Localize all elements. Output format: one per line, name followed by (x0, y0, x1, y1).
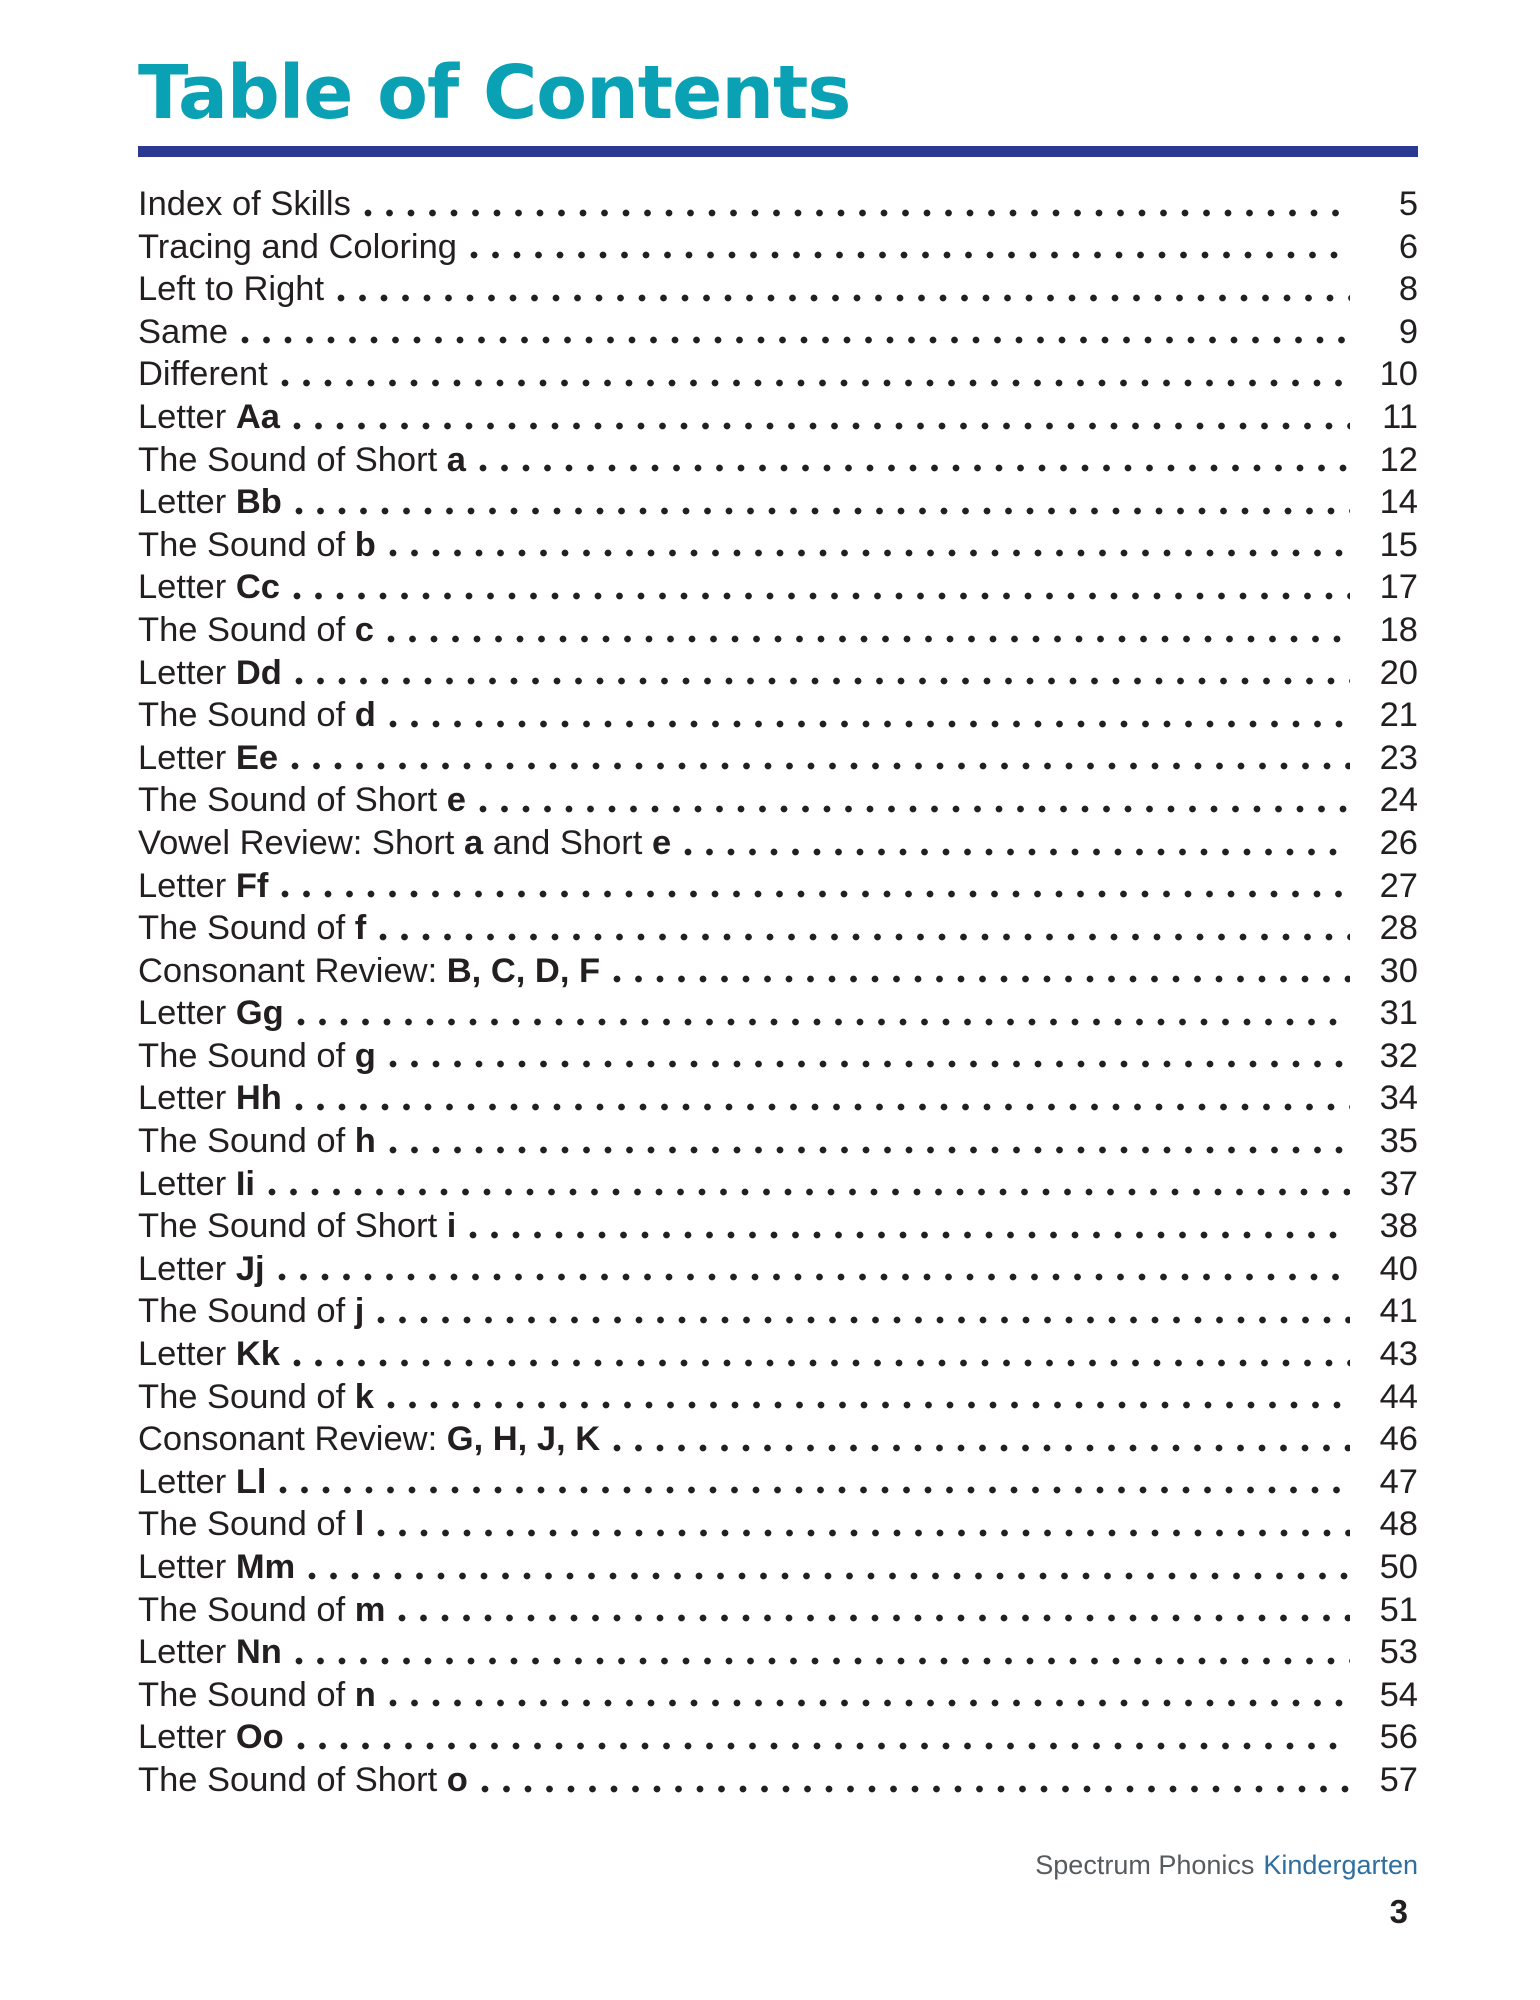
toc-entry (138, 353, 1418, 396)
dot-leader (278, 1273, 1350, 1281)
toc-page-number: 32 (1379, 1036, 1418, 1075)
toc-entry (138, 268, 1418, 311)
toc-page-number: 51 (1379, 1590, 1418, 1629)
toc-entry-label: The Sound of l (138, 1505, 365, 1544)
toc-entry-label: The Sound of Short e (138, 781, 466, 820)
toc-entry (138, 1290, 1418, 1333)
toc-entry-label: Letter Ff (138, 866, 269, 905)
toc-page-number: 54 (1379, 1675, 1418, 1714)
toc-entry (138, 694, 1418, 737)
toc-entry (138, 865, 1418, 908)
dot-leader (295, 677, 1350, 685)
toc-entry-label: Vowel Review: Short a and Short e (138, 823, 672, 862)
dot-leader (613, 1444, 1350, 1452)
toc-page-number: 48 (1379, 1505, 1418, 1544)
toc-entry-label: Letter Kk (138, 1335, 280, 1374)
toc-entry-label: Letter Oo (138, 1718, 284, 1757)
toc-entry (138, 1248, 1418, 1291)
toc-entry (138, 737, 1418, 780)
toc-entry (138, 1333, 1418, 1376)
toc-entry (138, 1631, 1418, 1674)
toc-page-number: 30 (1379, 951, 1418, 990)
toc-entry (138, 652, 1418, 695)
toc-page-number: 24 (1379, 781, 1418, 820)
toc-entry (138, 439, 1418, 482)
dot-leader (297, 1018, 1350, 1026)
toc-entry (138, 524, 1418, 567)
toc-entry (138, 1716, 1418, 1759)
toc-entry-label: Letter Hh (138, 1079, 282, 1118)
toc-entry-label: Different (138, 355, 268, 394)
toc-entry-label: Letter Ll (138, 1462, 267, 1501)
toc-entry-label: The Sound of d (138, 696, 376, 735)
toc-entry-label: Tracing and Coloring (138, 227, 457, 266)
toc-entry (138, 779, 1418, 822)
toc-entry (138, 907, 1418, 950)
toc-entry-label: The Sound of h (138, 1122, 376, 1161)
dot-leader (470, 251, 1350, 259)
toc-entry-label: Letter Ee (138, 738, 279, 777)
toc-page-number: 53 (1379, 1633, 1418, 1672)
dot-leader (398, 1614, 1350, 1622)
dot-leader (379, 933, 1350, 941)
toc-entry (138, 609, 1418, 652)
toc-entry-label: Letter Nn (138, 1633, 282, 1672)
toc-entry (138, 1674, 1418, 1717)
toc-entry-label: Letter Gg (138, 994, 284, 1033)
toc-page-number: 15 (1379, 525, 1418, 564)
toc-entry-label: Index of Skills (138, 185, 351, 223)
toc-entry-label: Letter Ii (138, 1164, 255, 1203)
dot-leader (297, 1742, 1350, 1750)
dot-leader (241, 336, 1350, 344)
toc-entry (138, 1759, 1418, 1802)
toc-page-number: 46 (1379, 1420, 1418, 1459)
title-rule (138, 146, 1418, 157)
dot-leader (389, 1060, 1350, 1068)
toc-page-number: 28 (1379, 909, 1418, 948)
toc-page-number: 35 (1379, 1122, 1418, 1161)
dot-leader (308, 1572, 1350, 1580)
toc-page-number: 14 (1379, 483, 1418, 522)
toc-entry-label: The Sound of n (138, 1675, 376, 1714)
toc-page-number: 26 (1379, 823, 1418, 862)
dot-leader (684, 848, 1350, 856)
toc-page-number: 11 (1382, 397, 1418, 436)
toc-page-number: 37 (1379, 1164, 1418, 1203)
dot-leader (387, 1401, 1350, 1409)
dot-leader (479, 464, 1350, 472)
toc-entry-label: Left to Right (138, 270, 325, 309)
toc-page-number: 23 (1379, 738, 1418, 777)
footer (138, 1850, 1418, 1881)
toc-page-number: 6 (1398, 227, 1418, 266)
toc-entry (138, 1376, 1418, 1419)
toc-page-number: 31 (1379, 994, 1418, 1033)
toc-entry (138, 1035, 1418, 1078)
toc-page-number: 47 (1379, 1462, 1418, 1501)
toc-entry-label: The Sound of j (138, 1292, 365, 1331)
toc-page-number: 57 (1379, 1760, 1418, 1799)
toc-entry (138, 992, 1418, 1035)
dot-leader (389, 1146, 1350, 1154)
toc-page-number: 9 (1398, 312, 1418, 351)
toc-entry (138, 1205, 1418, 1248)
dot-leader (295, 507, 1350, 515)
toc-entry-label: Same (138, 312, 229, 351)
toc-page-number: 10 (1379, 355, 1418, 394)
page-title: Table of Contents (138, 50, 851, 136)
toc-entry (138, 226, 1418, 269)
dot-leader (364, 209, 1350, 217)
dot-leader (377, 1316, 1350, 1324)
toc-page-number: 27 (1379, 866, 1418, 905)
dot-leader (479, 805, 1350, 813)
toc-entry (138, 1546, 1418, 1589)
footer-level: Kindergarten (1263, 1849, 1418, 1880)
dot-leader (389, 720, 1350, 728)
toc-page-number: 12 (1379, 440, 1418, 479)
dot-leader (389, 1699, 1350, 1707)
toc-entry-label: The Sound of m (138, 1590, 386, 1629)
toc-entry-label: The Sound of g (138, 1036, 376, 1075)
toc-entry (138, 1418, 1418, 1461)
toc-entry (138, 1163, 1418, 1206)
toc-page-number: 50 (1379, 1548, 1418, 1586)
toc-entry-label: Letter Dd (138, 653, 282, 692)
toc-entry (138, 396, 1418, 439)
toc-page-number: 41 (1379, 1292, 1418, 1331)
toc-entry-label: The Sound of Short a (138, 440, 466, 479)
toc-entry (138, 183, 1418, 226)
toc-entry-label: Consonant Review: G, H, J, K (138, 1420, 601, 1459)
toc-entry (138, 311, 1418, 354)
dot-leader (279, 1486, 1350, 1494)
toc-entry-label: The Sound of f (138, 909, 367, 948)
toc-page-number: 43 (1379, 1335, 1418, 1374)
toc-entry (138, 822, 1418, 865)
toc-entry (138, 1077, 1418, 1120)
toc-entry-label: Letter Aa (138, 397, 280, 436)
toc-entry-label: Consonant Review: B, C, D, F (138, 951, 601, 990)
toc-entry-label: The Sound of c (138, 610, 374, 649)
dot-leader (469, 1231, 1350, 1239)
toc-entry-label: Letter Jj (138, 1249, 265, 1288)
toc-entry (138, 1461, 1418, 1504)
toc-entry (138, 481, 1418, 524)
dot-leader (293, 422, 1350, 430)
toc-page-number: 18 (1379, 610, 1418, 649)
toc-page-number: 8 (1398, 270, 1418, 309)
toc-entry (138, 1589, 1418, 1632)
footer-book-title: Spectrum Phonics (1035, 1849, 1255, 1880)
toc-entry-label: Letter Mm (138, 1548, 296, 1586)
toc-entry (138, 1120, 1418, 1163)
toc-entry-label: The Sound of Short o (138, 1760, 468, 1799)
toc-entry-label: Letter Bb (138, 483, 282, 522)
toc-entry (138, 566, 1418, 609)
toc-page-number: 17 (1379, 568, 1418, 607)
toc-entry-label: The Sound of Short i (138, 1207, 457, 1246)
toc-page-number: 40 (1379, 1249, 1418, 1288)
dot-leader (293, 592, 1350, 600)
toc-entry-label: Letter Cc (138, 568, 280, 607)
toc-entry-label: The Sound of k (138, 1377, 374, 1416)
toc-page-number: 5 (1398, 185, 1418, 223)
toc-entry-label: The Sound of b (138, 525, 376, 564)
dot-leader (295, 1103, 1350, 1111)
dot-leader (293, 1359, 1350, 1367)
page-number: 3 (1389, 1892, 1408, 1930)
dot-leader (387, 635, 1350, 643)
dot-leader (389, 549, 1350, 557)
dot-leader (281, 890, 1350, 898)
dot-leader (291, 762, 1350, 770)
dot-leader (613, 975, 1350, 983)
toc-entry (138, 1503, 1418, 1546)
dot-leader (481, 1785, 1350, 1793)
dot-leader (337, 294, 1350, 302)
toc-list (138, 183, 1418, 1802)
dot-leader (295, 1657, 1350, 1665)
toc-page-number: 21 (1379, 696, 1418, 735)
toc-page-number: 38 (1379, 1207, 1418, 1246)
toc-page-number: 20 (1379, 653, 1418, 692)
toc-entry (138, 950, 1418, 993)
toc-page-number: 34 (1379, 1079, 1418, 1118)
dot-leader (281, 379, 1350, 387)
toc-page-number: 44 (1379, 1377, 1418, 1416)
dot-leader (268, 1188, 1350, 1196)
dot-leader (377, 1529, 1350, 1537)
toc-page-number: 56 (1379, 1718, 1418, 1757)
